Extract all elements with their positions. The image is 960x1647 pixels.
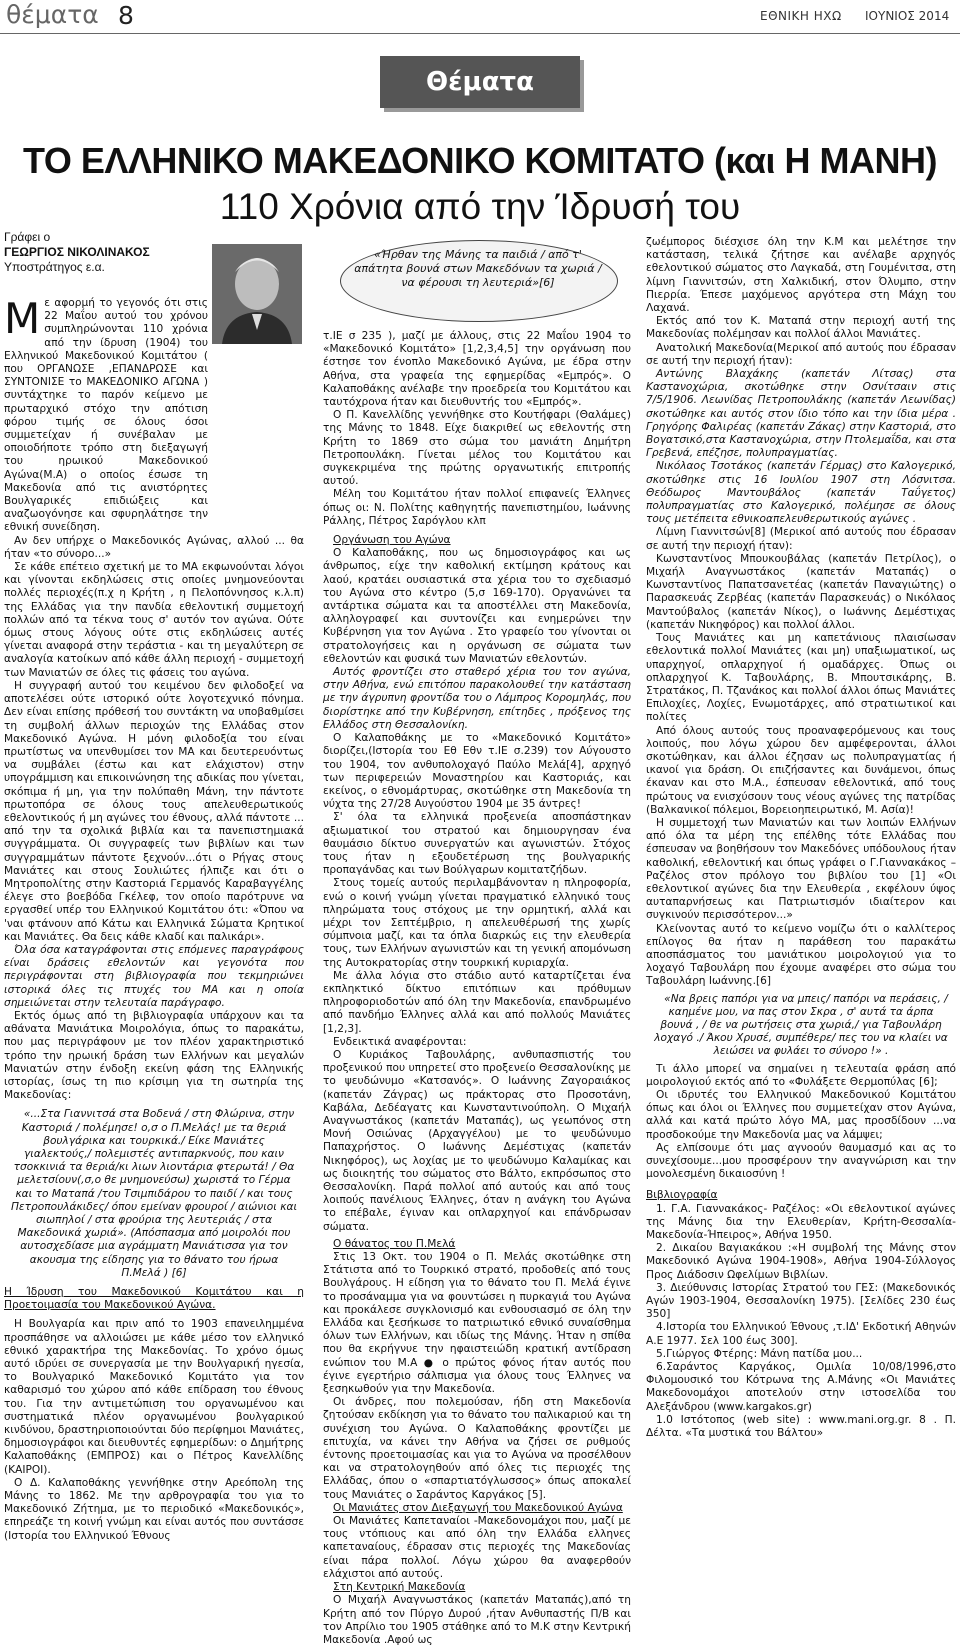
paragraph: Με άλλα λόγια στο στάδιο αυτό καταρτίζεται ένα εκπληκτικό δίκτυο επιτόπιων και πρόθυμων πληροφοριοδοτών από όλη την Μακεδονία, επανδρωμένο από πανδήμο Έλληνες αλλά και από πολλούς Μανιάτες [1,2,3]. — [323, 969, 631, 1035]
paragraph: Ο Μιχαήλ Αναγνωστάκος (καπετάν Ματαπάς),από τη Κρήτη από τον Πύργο Δυρού ,ήταν Ανθυπαστής Π/Β και τον Απρίλιο του 1905 στάθηκε από το Μ.Κ στην Κεντρική Μακεδονία .Αφού ως — [323, 1594, 631, 1646]
section-banner: Θέματα — [380, 56, 580, 108]
page-number: 8 — [118, 1, 134, 30]
section-heading: Η Ίδρυση του Μακεδονικού Κομιτάτου και η Προετοιμασία του Μακεδονικού Αγώνα. — [4, 1286, 304, 1312]
paragraph: Σε κάθε επέτειο σχετική με το ΜΑ εκφωνούνται λόγοι και γίνονται εκδηλώσεις στις οποίες μνημονεύονται πολλές περιοχές(π.χ η Κρήτη , η Πελοπόννησος κ.λ.π) της Ελλάδας για την πανδία εθελοντική συμμετοχή πολλών από τα τέκνα τους σ' αυτόν τον αγώνα. Ούτε όμως στους λόγους ούτε στις εκδηλώσεις αυτές γίνεται αναφορά στην τεράστια - και τη μεγαλύτερη σε αναλογία κατοίκων από κάθε άλλη περιοχή - συμμετοχή των Μανιατών σε όλες τις φάσεις του αγώνα. — [4, 561, 304, 679]
drop-cap: Μ — [4, 294, 41, 343]
section-heading: Οργάνωση του Αγώνα — [333, 534, 451, 547]
paragraph-text: ε αφορμή το γεγονός ότι στις 22 Μαΐου αυτού του χρόνου συμπληρώνονται 110 χρόνια από την ίδρυση (1904) του Ελληνικού Μακεδονικού Κομιτάτου ( που ΟΡΓΑΝΩΣΕ ,ΕΠΑΝΔΡΩΣΕ και ΣΥΝΤΟΝΙΣΕ το ΜΑΚΕΔΟΝΙΚΟ ΑΓΩΝΑ ) συντάχτηκε το παρόν κείμενο με πρωταρχικό στόχο την απότιση φόρου τιμής σε όλους όσοι συμμετείχαν ή συνέβαλαν με οποιοδήποτε τρόπο στη διεξαγωγή του ηρωικού Μακεδονικού Αγώνα(Μ.Α) ο οποίος έσωσε τη Μακεδονία από τις ανιστόρητες Βουλγαρικές επιδιώξεις και αναζωογόνησε και σφυρηλάτησε την εθνική συνείδηση. — [4, 297, 208, 534]
paragraph: Ο Δ. Καλαποθάκης γεννήθηκε στην Αρεόπολη της Μάνης το 1862. Με την αρθρογραφία του για το Μακεδονικό Ζήτημα, με το περιοδικό «Μακεδονικός», επηρεάζε τη κοινή γνώμη και είναι αυτός που συντάσσε (Ιστορία του Ελληνικού Έθνους — [4, 1476, 304, 1542]
paragraph: Ο Κυριάκος Ταβουλάρης, ανθυπασπιστής του προξενικού που υπηρετεί στο προξενείο Θεσσαλονίκης με το ψευδώνυμο «Κατσανός». Ο Ιωάννης Ζαγοραιάκος (καπετάν Ζάγρας) ως πράκτορας στο Προσοτάνη, Καβάλα, Δεδέαγατς και Κωνσταντινούπολη. Ο Μιχαήλ Αναγνωστάκος (καπετάν Ματαπάς), ως γεωπόνος στη Μονή Οσιώνας (Αρχαγγέλου) με το ψευδώνυμο Παπαχρήστος. Ο Ιωάννης Δεμέστιχας (καπετάν Νικηφόρος), ως λοχίας με το ψευδώνυμο Καλαμίκας και ως διοικητής του σώματος στο Βάλτο, εκπρόσωπος στο Θεσσαλονίκη. Παρά πολλοί από αυτούς και από τους λοιπούς πανέλιους Έλληνες, όταν η ανάγκη του Αγώνα το επέβαλε, έγιναν και οπλαρχηγοί και επάνδρωσαν σώματα. — [323, 1048, 631, 1233]
paragraph: Εκτός από τον Κ. Ματαπά στην περιοχή αυτή της Μακεδονίας πολέμησαν και πολλοί άλλοι Μανιάτες. — [646, 315, 956, 341]
paragraph: Ας ελπίσουμε ότι μας αγνοούν θαυμασμό και ας το συνεχίσουμε...μου προσφέρουν την αναγνώριση και την μονολεσμένη δικαιοσύνη ! — [646, 1141, 956, 1181]
section-heading: Οι Μανιάτες στον Διεξαγωγή του Μακεδονικού Αγώνα — [333, 1501, 623, 1514]
paragraph: Αυτός φροντίζει στο σταθερό χέρια του τον αγώνα, στην Αθήνα, ενώ επιτόπου παρακολουθεί την κατάσταση με την άγρυπνη φροντίδα του ο Λάμπρος Κορομηλάς, που διορίστηκε από την Κυβέρνηση, επίτηδες , πρόξενος της Ελλάδος στη Θεσσαλονίκη. — [323, 666, 631, 731]
bibliography-item: 2. Δικαίου Βαγιακάκου :«Η συμβολή της Μάνης στον Μακεδονικό Αγώνα 1904-1908», Αθήνα 1904-Σύλλογος Προς Διάδοσιν Ωφελίμων Βιβλίων. — [646, 1242, 956, 1281]
column-3 — [646, 236, 956, 1440]
article-headline: ΤΟ ΕΛΛΗΝΙΚΟ ΜΑΚΕΔΟΝΙΚΟ ΚΟΜΙΤΑΤΟ (και Η ΜΑΝΗ) — [23, 140, 937, 181]
paragraph: Σ' όλα τα ελληνικά προξενεία αποσπάστηκαν αξιωματικοί του στρατού και δημιουργησαν ένα θαυμάσιο δίκτυο συνεργατών και αγωνιστών. Στόχος τους ήταν η εξουδετέρωση της βουλγαρικής προπαγάνδας και των Βούλγαρων κομιτατζήδων. — [323, 811, 631, 877]
paragraph: Κλείνοντας αυτό το κείμενο νομίζω ότι ο καλλίτερος επίλογος θα ήταν η παράθεση του παρακάτω αποσπάσματος του μανιάτικου μοιρολογιού για το λοχαγό Ταβουλάρη που έχουμε αναφέρει στο σώμα του Ταβουλάρη Ιωάννης.[6] — [646, 922, 956, 988]
author-rank: Υποστράτηγος ε.α. — [4, 260, 105, 274]
paragraph: Στους τομείς αυτούς περιλαμβάνονταν η πληροφορία, ενώ ο κοινή γνώμη γίνεται πραγματικό ελληνικό τους πληρώματα τους στόχους με την ορμητική, αλλά και μέχρι τον Σεπτέμβριο, η απελευθέρωσή της χωρίς σύμπνοια μαζί, και τα όπλα διαρκώς εις την ελευθερία τους, των Ελλήνων αγωνιστών και τη γενική απομόνωση της Αυτοκρατορίας στην τουρκική κυριαρχία. — [323, 877, 631, 969]
paragraph: Η συγγραφή αυτού του κειμένου δεν φιλοδοξεί να αποτελέσει ούτε ιστορικό ούτε λογοτεχνικό πόνημα. Δεν είναι επίσης πρόθεσή του συντάκτη να υποβαθμίσει τη συμβολή άλλων περιοχών της Ελλάδας στον Μακεδονικό Αγώνα. Η μόνη φιλοδοξία του είναι πρωτίστως να υπενθυμίσει τον ΜΑ και δευτερευόντως να συμβάλει (έστω και κατ ελάχιστον) στην υπογράμμιση και επικοινώνηση της αδικίας που γίνεται, σκόπιμα ή μη, για την πολύπαθη Μάνη, την πάντοτε πρωτοπόρα σε όλους τους απελευθερωτικούς εθελοντικούς ή μη αγώνες του έθνους, αλλά πάντοτε ... από την τα σχολικά βιβλία και τα πανεπιστημιακά συγγράμματα. Οι συγγραφείς των βιβλίων και των συγγραμμάτων πάντοτε ξεχνούν...ότι ο Ρήγας στους Μανιάτες και στους Σουλιώτες ήλπιζε και ότι ο Μητροπολίτης στην Καστοριά Γερμανός Καραβαγγέλης έλεγε στο βοεβόδα Γκέλεφ, τον οποίο παρότρυνε να εργασθεί υπέρ του Ελληνικού Κομιτάτου ότι: «Όπου να 'ναι φτάνουν από Κάτω και Ελληνικά Σώματα Κρητικοί και Μανιάτες. Θα δεις κάθε κλαδί και παλικάρι». — [4, 679, 304, 943]
issue-date: ΙΟΥΝΙΟΣ 2014 — [865, 9, 950, 23]
lament-poem: «...Στα Γιαννιτσά στα Βοδενά / στη Φλώρινα, στην Καστοριά / πολέμησε! ο,σ ο Π.Μελάς! με τα θεριά βουλγάρικα και τουρκικά./ Είκε Μανιάτες γιαλεκτούς,/ πολεμιστές αντιπαρκνούς, που καιν τσοκκινιά τα θεριά/κι λιων λιοντάρια φτερωτά! / Θα μελετσίουν(,σ,ο θε μνημονεύσω) χωριστά το Γέρμα και το Ματαπά /του Τσιμπιδάρου το παιδί / και τους Πετροπουλάκιδες/ όπου εμείναν φρουροί / αιώνιοι και σιωπηλοί / στα φρούρια της λευτεριάς / στα Μακεδονικά χωριά». (Απόσπασμα από μοιρολόι που αυτοσχεδίασε μια αγράμματη Μανιάτισσα για τον ακουσμα της είδησης για το θάνατο του ήρωα Π.Μελά ) [6] — [10, 1108, 298, 1279]
paragraph: Οι ιδρυτές του Ελληνικού Μακεδονικού Κομιτάτου όπως και όλοι οι Έλληνες που συμμετείχαν στον Αγώνα, αλλά και κατά πρώτο λόγο ΜΑ, μας προσδίδουν ...να προσδοκούμε την Μακεδονία μας να λάμψει; — [646, 1089, 956, 1141]
paragraph: Όλα όσα καταγράφονται στις επόμενες παραγράφους είναι δράσεις εθελοντών και γεγονότα που περιγράφονται στη βιβλιογραφία που τεκμηριώνει ιστορικά όλες τις πτυχές του ΜΑ και η οποία σημειώνεται στην τελευταία παράγραφο. — [4, 943, 304, 1009]
paragraph: Μέλη του Κομιτάτου ήταν πολλοί επιφανείς Έλληνες όπως οι: Ν. Πολίτης καθηγητής πανεπιστημίου, Ιωάννης Ράλλης, Πέτρος Σαρόγλου κλπ — [323, 488, 631, 527]
section-heading: Ο θάνατος του Π.Μελά — [333, 1237, 456, 1250]
paragraph: Λίμνη Γιαννιτσών[8] (Μερικοί από αυτούς που έδρασαν σε αυτή την περιοχή ήταν): — [646, 526, 956, 552]
article-subheadline: 110 Χρόνια από την Ίδρυσή του — [219, 186, 741, 227]
paragraph: Ο Καλαποθάκης, που ως δημοσιογράφος και ως άνθρωπος, είχε την καθολική εκτίμηση κράτους και λαού, κρατάει ουσιαστικά στα χέρια του το σχεδιασμό του Αγώνα στο κέντρο (5,σ 169-170). Οργανώνει τα αντάρτικα σώματα και τα αποστέλλει στη Μακεδονία, αλληλογραφεί και συντονίζει και ενημερώνει την Κυβέρνηση για τον Αγώνα . Στο γραφείο του γίνονται οι στρατολογήσεις και η οργάνωση σε σώματα των εθελοντών και φυσικά των Μανιατών εθελοντών. — [323, 547, 631, 665]
bibliography-item: 1.0 Ιστότοπος (web site) : www.mani.org.gr. 8 . Π. Δέλτα. «Τα μυστικά του Βάλτου» — [646, 1413, 956, 1440]
page-header — [0, 0, 960, 34]
bibliography-item: 4.Ιστορία του Ελληνικού Έθνους ,τ.ΙΔ' Εκδοτική Αθηνών Α.Ε 1977. Σελ 100 έως 300]. — [646, 1321, 956, 1347]
column-2 — [323, 330, 631, 1647]
paragraph: Η συμμετοχή των Μανιατών και των λοιπών Ελλήνων από όλα τα μέρη της επέλθης τότε Ελλάδας που έσπευσαν να βοηθήσουν τον Μακεδόνες υπόδουλους ήταν καθολική, εθελοντική και όπως γράφει ο Γ.Γιαννακάκος –Ραζέλος στον πρόλογο του βιβλίου του [1] «Οι εθελοντικοί αγώνες δια την Ελευθερία , εκφέλουν ύψος αυταπαρνήσεως και Πατριωτισμόν ιδιαίτερον και συγκινούν περισσότερον...» — [646, 816, 956, 922]
column-1 — [4, 230, 304, 1543]
paragraph: Τους Μανιάτες και μη καπετάνιους πλαισίωσαν εθελοντικά πολλοί Μανιάτες (και μη) υπαξιωματικοί, ως υπαρχηγοί, οπλαρχηγοί ή ομαδάρχες. Όπως οι οπλαρχηγοί Κ. Ταβουλάρης, Β. Μπουτσικάρης, Β. Στρατάκος, Π. Τζανάκος και πολλοί άλλοι όπως Μανιάτες Επιλοχίες, Λοχίες, Ενωμοτάρχες, από στρατιωτικοί και πολίτες — [646, 632, 956, 724]
paragraph: Από όλους αυτούς τους προαναφερόμενους και τους λοιπούς, που λόγω χώρου δεν αμφέφερονται, άλλοι σκοτώθηκαν, και άλλοι έζησαν ως πολυπραγματίας ή ικανοί για δράση. Οι επιζήσαντες και δυνάμενοι, όπως έκαναν και στο Μ.Α., έσπευσαν εθελοντικά, από τους πρώτους να ενισχύσουν τους νέους αγώνες της πατρίδας (Βαλκανικοί πόλεμοι, Βορειοηπειρωτικό, Μ. Ασία)! — [646, 724, 956, 816]
paragraph: Νικόλαος Τσοτάκος (καπετάν Γέρμας) στο Καλογερικό, σκοτώθηκε στις 16 Ιουλίου 1907 στη Λόσνιτσα. Θεόδωρος Μαντουβάλος (καπετάν Ταΰγετος) πολυπραγματίας στο Καλογερικό, πολέμησε σε όλους τους μετέπειτα εθνικοαπελευθερωτικούς αγώνες . — [646, 460, 956, 526]
paragraph: Στις 13 Οκτ. του 1904 ο Π. Μελάς σκοτώθηκε στη Στάτιστα από το Τουρκικό στρατό, προδοθείς από τους Βουλγάρους. Η είδηση για το θάνατο του Π. Μελά έγινε το προσάναμμα για να φουντώσει η πυρκαγιά του Αγώνα και προκάλεσε συγκλονισμό και ενθουσιασμό σε όλη την Ελλάδα και ξεσήκωσε το πατριωτικό εθνικό συναίσθημα όλων των Ελλήνων, και ιδίως της Μάνης. Ήταν η σπίθα που θα εκρήγνυε την ηφαιστειώδη κρατική αντίδραση ενώπιον του Μ.Α ● ο πρώτος φόνος ήταν αυτός που έγινε εγερτήριο σάλπισμα για όλους τους Έλληνες να ξεσηκωθούν για την Μακεδονία. — [323, 1251, 631, 1396]
paragraph: Κωνσταντίνος Μπουκουβάλας (καπετάν Πετρίλος), ο Μιχαήλ Αναγνωστάκος (καπετάν Ματαπάς) ο Κωνσταντίνος Παπατσανετέας (καπετάν Παναγιώτης) ο Παρασκευάς Ζερβέας (καπετάν Παρασκευάς) ο Νικόλαος Μαντούβαλος (καπετάν Νίκος), ο Ιωάννης Δεμέστιχας (καπετάν Νικηφόρος) και πολλοί άλλοι. — [646, 552, 956, 631]
bibliography-item: 5.Γιώργος Φτέρης: Μάνη πατίδα μου... — [656, 1347, 863, 1360]
paragraph: Οι άνδρες, που πολεμούσαν, ήδη στη Μακεδονία ζητούσαν εκδίκηση για το θάνατο του παλικαριού και τη συνέχιση του Αγώνα. Ο Καλαποθάκης φροντίζει με επιτυχία, να κάνει την Αθήνα να ζήσει σε ρυθμούς έντονης προετοιμασίας και για το Αγώνα να προσέλθουν και να στρατολογηθούν από όλες τις περιοχές της Ελλάδας, όπου ο «σπαρτιατόγλωσσος» όπως αποκαλεί τους Μανιάτες ο Σαράντος Καργάκος [5]. — [323, 1396, 631, 1501]
bibliography-item: 1. Γ.Α. Γιαννακάκος- Ραζέλος: «Οι εθελοντικοί αγώνες της Μάνης δια την Ελευθερίαν, Κρήτη-Θεσσαλία-Μακεδονία-Ήπειρος», Αθήνα 1950. — [646, 1202, 956, 1242]
author-name: ΓΕΩΡΓΙΟΣ ΝΙΚΟΛΙΝΑΚΟΣ — [4, 245, 150, 259]
pull-quote: «Ήρθαν της Μάνης τα παιδιά / από τ' απάτητα βουνά στων Μακεδόνων τα χωριά / να φέρουσι τη λευτεριά»[6] — [354, 248, 602, 289]
paragraph: Αντώνης Βλαχάκης (καπετάν Λίτσας) στα Καστανοχώρια, σκοτώθηκε στην Οσνίτσαιν στις 7/5/1906. Λεωνίδας Πετροπουλάκης (καπετάν Λεωνίδας) σκοτώθηκε και αυτός στον ίδιο τόπο και την ίδια μέρα . Γρηγόρης Φαλιρέας (καπετάν Ζάκας) στην Καστοριά, στο Βογατσικό,στα Καστανοχώρια, στην Πτολεμαΐδα, και στα Γρεβενά, επέζησε, πολυπραγματίας. — [646, 368, 956, 460]
bibliography-item: 3. Διεύθυνσις Ιστορίας Στρατού του ΓΕΣ: (Μακεδονικός Αγών 1903-1904, Θεσσαλονίκη 1975). [Σελίδες 230 έως 350] — [646, 1281, 956, 1321]
paragraph: Ο Καλαποθάκης με το «Μακεδονικό Κομιτάτο» διορίζει,(Ιστορία του Εθ Εθν τ.ΙΕ σ.239) τον Αύγουστο του 1904, τον ανθυπολοχαγό Παύλο Μελά[4], αρχηγό των περιφερειών Μοναστηρίου και Καστοριάς, και εκείνος, ο εθνομάρτυρας, σκοτώθηκε στη Μακεδονία τη νύχτα της 27/28 Αυγούστου 1904 με 35 άντρες! — [323, 732, 631, 811]
section-name: θέματα — [6, 0, 99, 29]
paragraph: Τι άλλο μπορεί να σημαίνει η τελευταία φράση από μοιρολογιού εκτός από το «Φυλάξετε Θερμοπύλας [6]; — [646, 1062, 956, 1088]
paragraph: τ.ΙΕ σ 235 ), μαζί με άλλους, στις 22 Μαΐου 1904 το «Μακεδονικό Κομιτάτο» [1,2,3,4,5] την οργάνωση που έστησε τον ένοπλο Μακεδονικό Αγώνα, με έδρα στην Αθήνα, στα γραφεία της εφημερίδας «Εμπρός». Ο Καλαποθάκης ανέλαβε την προεδρεία του Κομιτάτου και ταυτόχρονα ήταν και διευθυντής του «Εμπρός». — [323, 330, 631, 409]
newspaper-name: ΕΘΝΙΚΗ ΗΧΩ — [760, 9, 842, 23]
paragraph: Η Βουλγαρία και πριν από το 1903 επανειλημμένα προσπάθησε να αλλοιώσει με κάθε μέσο τον ελληνικό εθνικό χαρακτήρα της Μακεδονίας. Το χρόνο όμως αυτό ιδρύει σε συνεργασία με την Βουλγαρική ηγεσία, το Βουλγαρικό Μακεδονικό Κομιτάτο για τον καθαρισμό του χώρου από κάθε επίδραση του έθνους του. Για την αντιμετώπιση του οργανωμένου και συστηματικά πλέον οργανωμένου βουλγαρικού κινδύνου, δραστηριοποιούνται δύο περίφημοι Μανιάτες, δημοσιογράφοι και διευθυντές εφημερίδων: ο Δημήτρης Καλαποθάκης (ΕΜΠΡΟΣ) και ο Πέτρος Κανελλίδης (ΚΑΙΡΟΙ). — [4, 1318, 304, 1476]
header-rule — [0, 33, 960, 34]
author-portrait — [212, 244, 302, 344]
bibliography-item: 6.Σαράντος Καργάκος, Ομιλία 10/08/1996,στο Φιλομουσικό του Κότρωνα της Α.Μάνης «Οι Μανιάτες Μακεδονομάχοι αποτελούν στην ιστοσελίδα του Αλεξάνδρου (www.kargakos.gr) — [646, 1361, 956, 1413]
paragraph: Ανατολική Μακεδονία(Μερικοί από αυτούς που έδρασαν σε αυτή την περιοχή ήταν): — [646, 341, 956, 367]
paragraph: ζωέμπορος διέσχισε όλη την Κ.Μ και μελέτησε την κατάσταση, τελικά ζήτησε και ανέλαβε αρχηγός εθελοντικού σώματος στο Λαγκαδά, στη Γουμένιτσα, στη λίμνη Γιαννιτσών, στη Χαλκιδική, στον Όλυμπο, στην Πιερρία. Έπεσε μαχόμενος αργότερα στη Μάχη του Λαχανά. — [646, 236, 956, 315]
paragraph: Αν δεν υπήρχε ο Μακεδονικός Αγώνας, αλλού ... θα ήταν «το σύνορο...» — [4, 534, 304, 560]
author-intro: Γράφει ο — [4, 230, 51, 244]
author-photo — [212, 244, 302, 344]
lament-poem: «Να βρεις παπόρι για να μπεις/ παπόρι να περάσεις, / καημένε μου, να πας στον Σκρα , σ' αυτά τα άρπα βουνά , / θε να ρωτήσεις στα χωριά,/ για Ταβουλάρη λοχαγό ./ Άκου Χρυσέ, συμπέθερε/ πες του να κλαίει να λειώσει να φυλάει το σύνορο !» . — [654, 992, 948, 1058]
paragraph: Ενδεικτικά αναφέρονται: — [333, 1035, 467, 1048]
section-heading: Στη Κεντρική Μακεδονία — [333, 1581, 466, 1594]
paragraph: Εκτός όμως από τη βιβλιογραφία υπάρχουν και τα αθάνατα Μανιάτικα Μοιρολόγια, όπως το παρακάτω, που μας περιγράφουν με τον πλέον χαρακτηριστικό τρόπο την ηρωική δράση των Ελλήνων και μεγαλών Μανιατών στην ένδοξη εκείνη φάση της Ελληνικής ιστορίας, ίσως τη πιο κρίσιμη για τη σωτηρία της Μακεδονίας: — [4, 1009, 304, 1102]
paragraph: Οι Μανιάτες Καπεταναίοι -Μακεδονομάχοι που, μαζί με τους ντόπιους και από όλη την Ελλάδα ελληνες καπεταναίους, έδρασαν στις περιοχές της Μακεδονίας είναι πάρα πολλοί. Λόγω χώρου θα αναφερθούν ελάχιστοι από αυτούς. — [323, 1515, 631, 1580]
paragraph: Ο Π. Κανελλίδης γεννήθηκε στο Κουτήφαρι (Θαλάμες) της Μάνης το 1848. Είχε διακριθεί ως εθελοντής στη Κρήτη το 1869 στο σώμα του μανιάτη Δημήτρη Πετροπουλάκη. Γίνεται μέλος του Κομιτάτου και συγκεκριμένα της πρώτης οργανωτικής επιτροπής αυτού. — [323, 409, 631, 488]
bibliography-heading: Βιβλιογραφία — [646, 1189, 718, 1202]
